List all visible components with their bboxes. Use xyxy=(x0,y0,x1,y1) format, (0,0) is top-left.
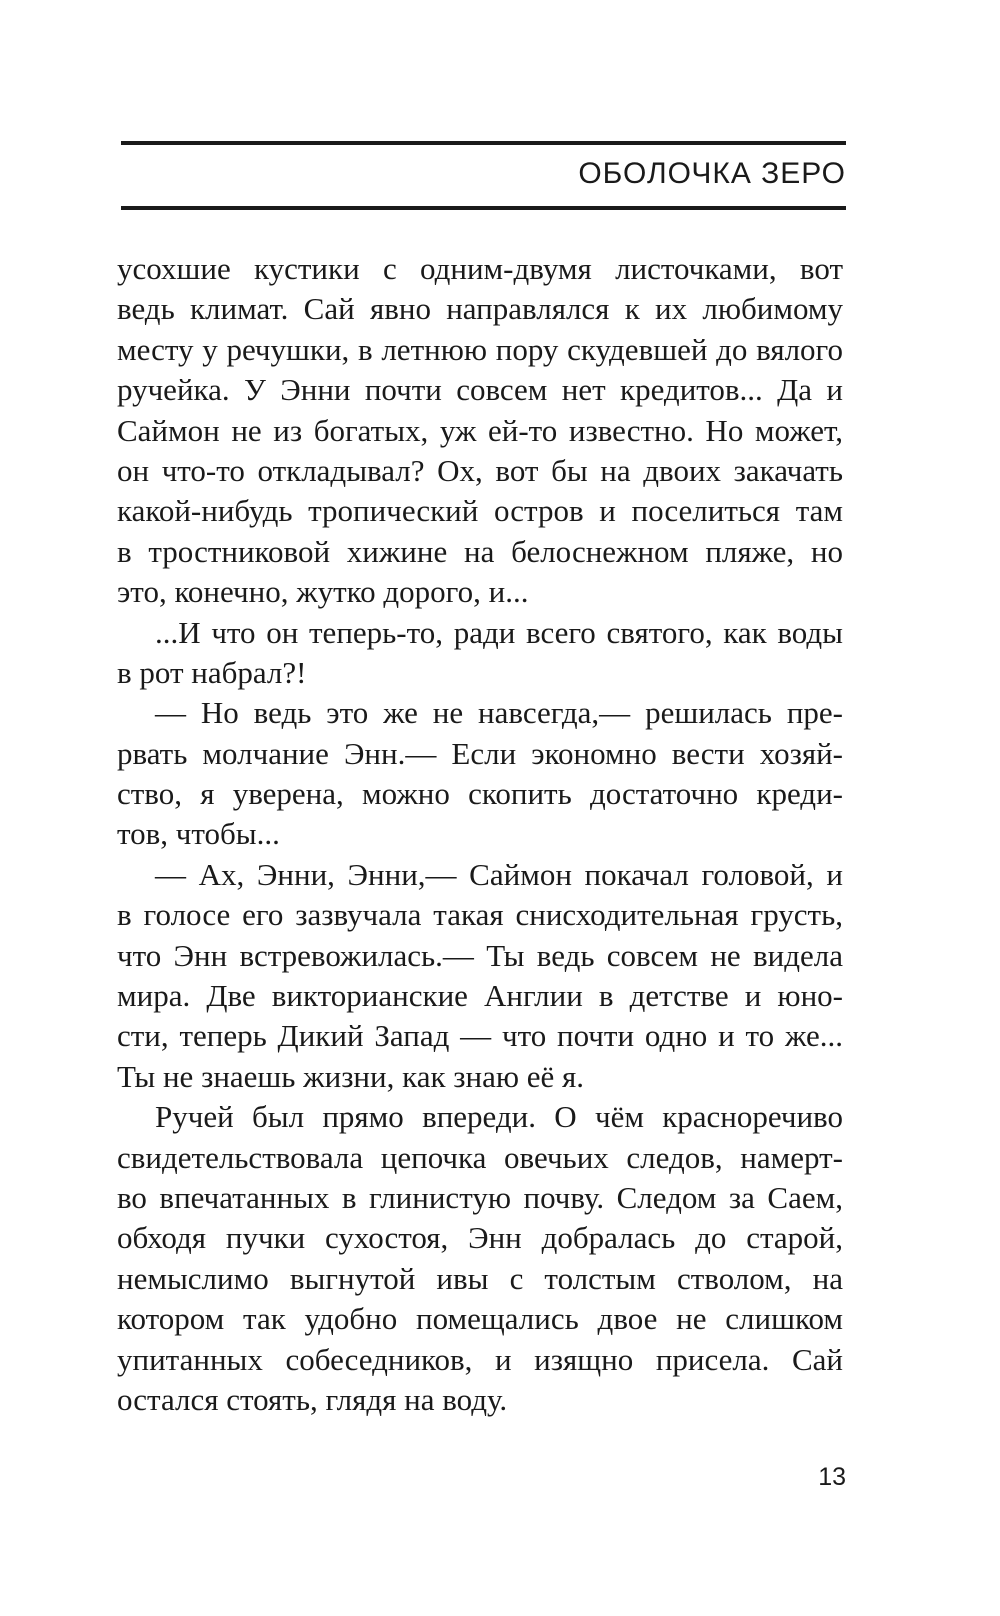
text-line: обходя пучки сухостоя, Энн добралась до старой, xyxy=(117,1220,843,1256)
text-line: — Ах, Энни, Энни,— Саймон покачал головой, и xyxy=(155,856,843,892)
text-line: котором так удобно помещались двое не слишком xyxy=(117,1301,843,1337)
text-line: во впечатанных в глинистую почву. Следом за Саем, xyxy=(117,1179,843,1215)
text-line: Ручей был прямо впереди. О чём красноречиво xyxy=(155,1099,843,1135)
text-line: тов, чтобы... xyxy=(117,816,280,852)
text-line: он что-то откладывал? Ох, вот бы на двоих закачать xyxy=(117,452,843,488)
text-line: ведь климат. Сай явно направлялся к их любимому xyxy=(117,291,843,327)
page-number: 13 xyxy=(818,1463,846,1491)
text-line: Ты не знаешь жизни, как знаю её я. xyxy=(117,1058,585,1094)
text-line: это, конечно, жутко дорого, и... xyxy=(117,574,529,610)
text-line: остался стоять, глядя на воду. xyxy=(117,1381,508,1417)
text-line: свидетельствовала цепочка овечьих следов, намерт- xyxy=(117,1139,843,1175)
text-line: мира. Две викторианские Англии в детстве и юно- xyxy=(117,978,843,1014)
text-line: немыслимо выгнутой ивы с толстым стволом, на xyxy=(117,1260,843,1296)
text-line: в голосе его зазвучала такая снисходительная грусть, xyxy=(117,897,843,933)
running-head-title: ОБОЛОЧКА ЗЕРО xyxy=(578,157,846,190)
text-line: ство, я уверена, можно скопить достаточно креди- xyxy=(117,776,843,812)
text-line: ручейка. У Энни почти совсем нет кредитов... Да и xyxy=(117,372,843,408)
body-text xyxy=(117,249,843,1420)
text-line: рвать молчание Энн.— Если экономно вести хозяй- xyxy=(117,735,843,771)
text-line: что Энн встревожилась.— Ты ведь совсем не видела xyxy=(117,937,843,973)
header-bottom-rule xyxy=(121,206,846,210)
text-line: усохшие кустики с одним-двумя листочками, вот xyxy=(117,251,843,286)
text-line: в рот набрал?! xyxy=(117,654,307,690)
text-line: упитанных собеседников, и изящно присела. Сай xyxy=(117,1341,843,1377)
text-line: какой-нибудь тропический остров и поселиться там xyxy=(117,493,843,529)
text-line: Саймон не из богатых, уж ей-то известно. Но может, xyxy=(117,412,843,448)
text-line: в тростниковой хижине на белоснежном пляже, но xyxy=(117,533,843,569)
text-line: месту у речушки, в летнюю пору скудевшей до вялого xyxy=(117,331,843,367)
header-top-rule xyxy=(121,141,846,145)
text-line: сти, теперь Дикий Запад — что почти одно и то же... xyxy=(117,1018,843,1054)
text-line: ...И что он теперь-то, ради всего святого, как воды xyxy=(155,614,843,650)
text-line: — Но ведь это же не навсегда,— решилась пре- xyxy=(155,695,843,731)
